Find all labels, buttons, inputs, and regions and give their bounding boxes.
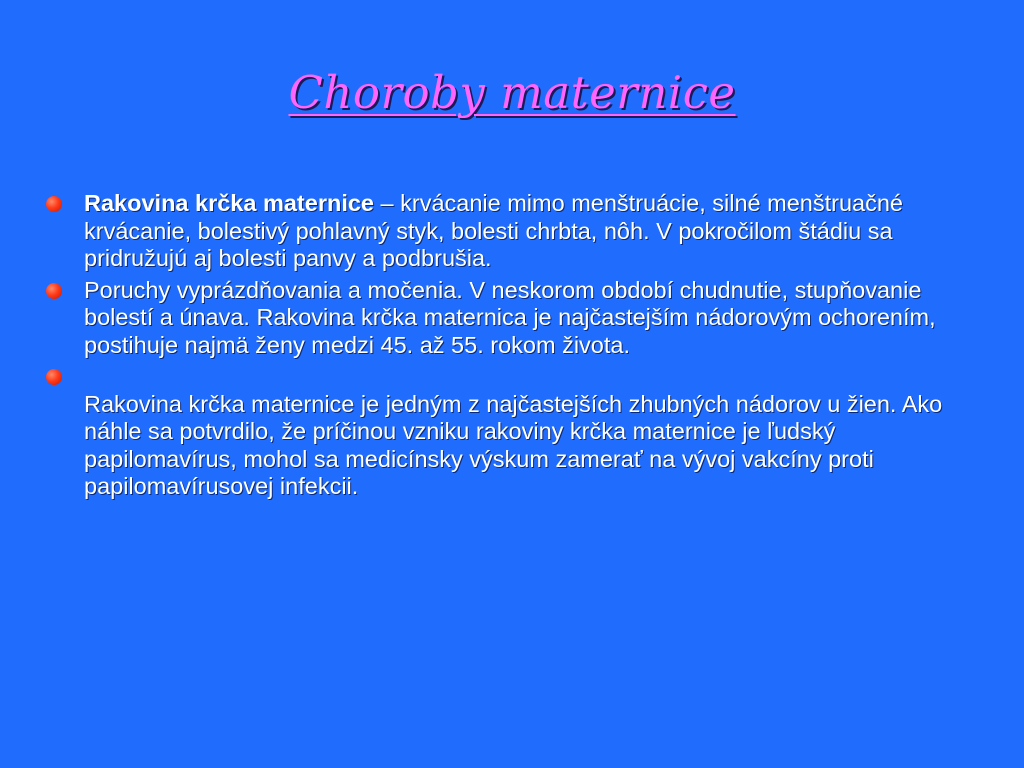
bullet-item-1: [44, 190, 994, 273]
bullet-bold-text: Rakovina krčka maternice: [84, 190, 374, 216]
bullet-text: Poruchy vyprázdňovania a močenia. V neskorom období chudnutie, stupňovanie bolestí a únava. Rakovina krčka maternica je najčastejším nádorovým ochorením, postihuje najmä ženy medzi 45. až 55. rokom života.: [84, 276, 936, 358]
bullet-text: – krvácanie mimo menštruácie, silné menštruačné krvácanie, bolestivý pohlavný styk, bolesti chrbta, nôh. V pokročilom štádiu sa pridružujú aj bolesti panvy a podbrušia.: [84, 190, 903, 271]
bullet-list: [44, 190, 994, 505]
bullet-dot-icon: [46, 369, 62, 385]
bullet-text: Rakovina krčka maternice je jedným z najčastejších zhubných nádorov u žien. Ako náhle sa potvrdilo, že príčinou vzniku rakoviny krčka maternice je ľudský papilomavírus, mohol sa medicínsky výskum zamerať na vývoj vakcíny proti papilomavírusovej infekcii.: [84, 390, 943, 499]
bullet-dot-icon: [46, 283, 62, 299]
bullet-dot-icon: [46, 196, 62, 212]
slide-title: Choroby maternice: [288, 66, 736, 119]
bullet-item-3: [44, 363, 994, 501]
bullet-item-2: [44, 277, 994, 360]
blank-line: [84, 363, 994, 391]
